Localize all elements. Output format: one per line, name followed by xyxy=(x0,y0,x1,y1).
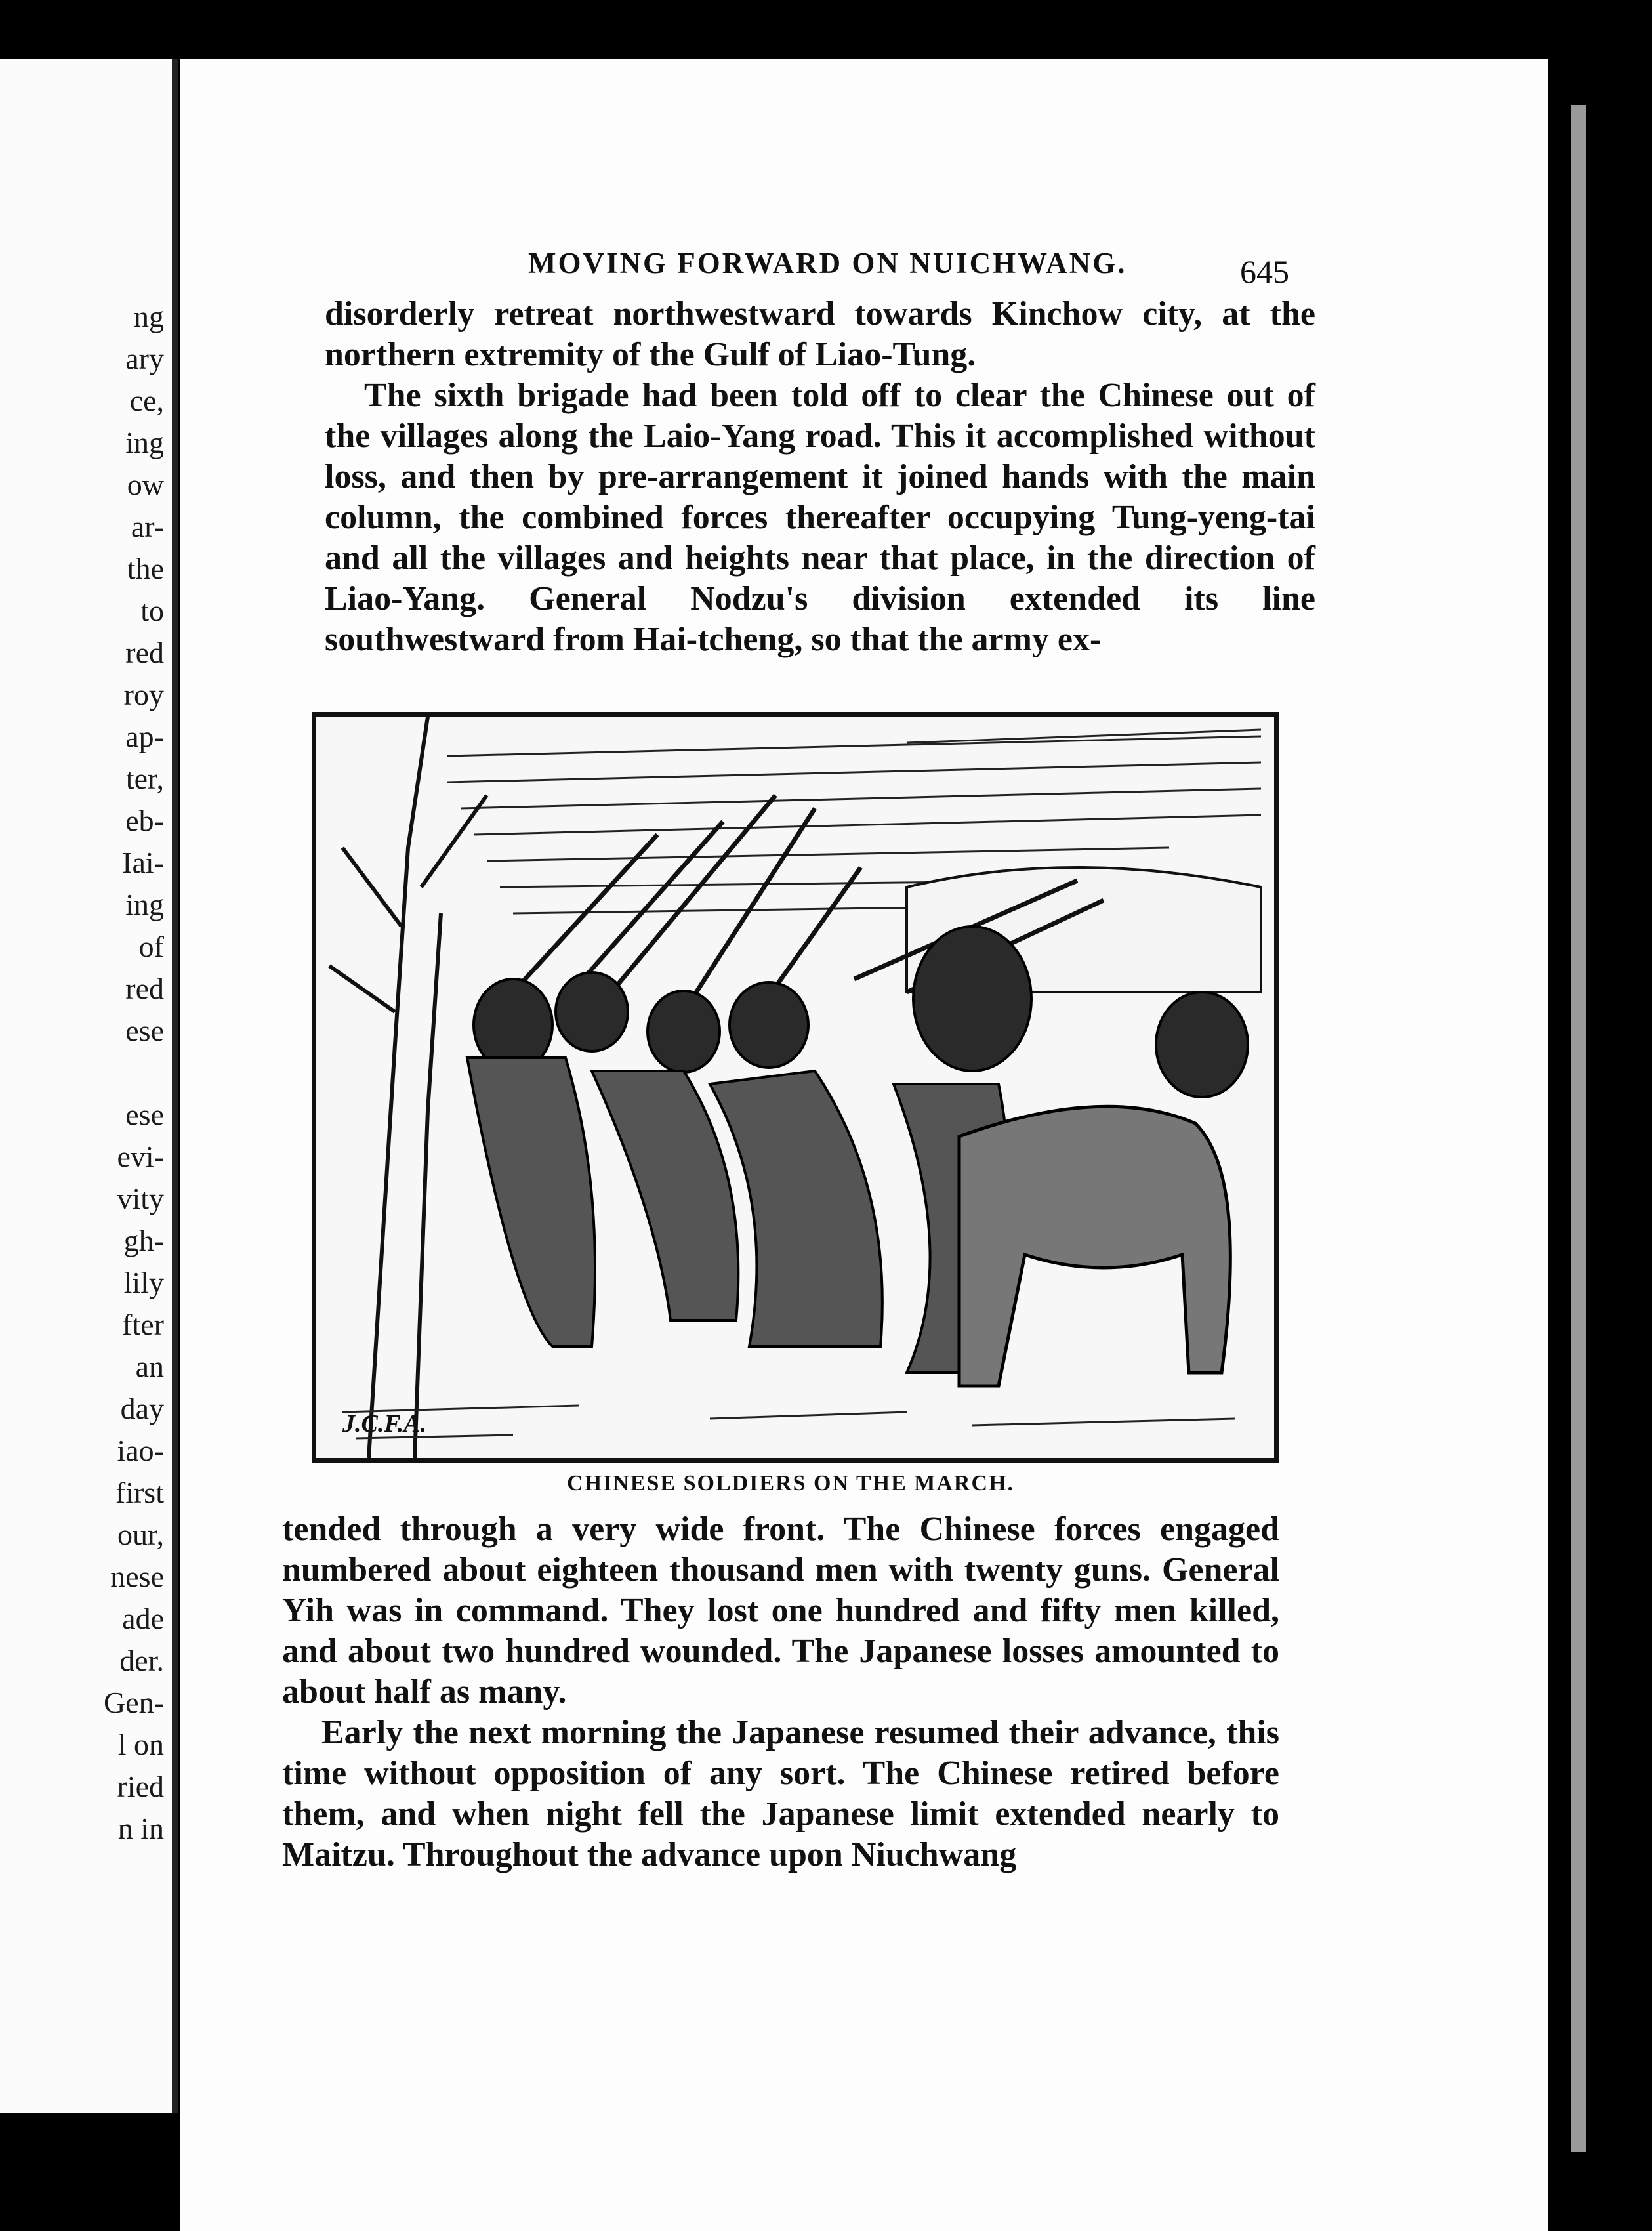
page-edge xyxy=(1548,85,1568,2165)
left-page-fragment: ap- xyxy=(125,720,164,753)
left-page-fragment: ng xyxy=(134,300,164,333)
left-page-fragment: der. xyxy=(119,1644,164,1677)
left-page-fragment: ade xyxy=(122,1602,164,1635)
left-page-fragment: ese xyxy=(125,1014,164,1047)
left-page-fragment: our, xyxy=(117,1518,164,1551)
body-text-top xyxy=(325,294,1315,660)
running-head: MOVING FORWARD ON NUICHWANG. xyxy=(528,247,1127,280)
left-page-fragment: ese xyxy=(125,1098,164,1131)
illustration xyxy=(312,712,1279,1463)
left-page-fragment: vity xyxy=(117,1182,164,1215)
left-page-fragment: ing xyxy=(125,888,164,921)
left-page-fragment: gh- xyxy=(123,1224,164,1257)
book-cover-edge xyxy=(1588,85,1652,2165)
left-page-fragment: roy xyxy=(123,678,164,711)
left-page-fragment: eb- xyxy=(125,804,164,837)
left-page-fragment: ary xyxy=(125,342,164,375)
figure-caption: CHINESE SOLDIERS ON THE MARCH. xyxy=(567,1471,1014,1495)
page-edge-stack xyxy=(1571,105,1586,2152)
left-page-fragment: evi- xyxy=(117,1140,164,1173)
chinese-soldiers-engraving xyxy=(316,717,1274,1458)
paragraph: tended through a very wide front. The Chinese forces engaged numbered about eighteen thousand men with twenty guns. General Yih was in command. They lost one hundred and fifty men killed, and about two hundred wounded. The Japanese losses amounted to about half as many. xyxy=(282,1511,1279,1711)
previous-page-margin xyxy=(0,59,178,2113)
left-page-fragment: Gen- xyxy=(104,1686,164,1719)
left-page-fragment: an xyxy=(135,1350,164,1383)
body-text-bottom xyxy=(282,1509,1279,1875)
left-page-fragment: ow xyxy=(127,468,164,501)
left-page-fragment: ce, xyxy=(129,384,164,417)
paragraph: Early the next morning the Japanese resumed their advance, this time without opposition of any sort. The Chinese retired before them, and when night fell the Japanese limit extended nearly to Maitzu. Throughout the advance upon Niuchwang xyxy=(282,1714,1279,1873)
left-page-fragment: to xyxy=(140,594,164,627)
artist-signature: J.C.F.A. xyxy=(342,1410,427,1438)
left-page-fragment: n in xyxy=(117,1812,164,1845)
left-page-fragment: ing xyxy=(125,426,164,459)
left-page-fragment: red xyxy=(125,636,164,669)
left-page-fragment: the xyxy=(127,552,164,585)
left-page-fragment: first xyxy=(115,1476,164,1509)
paragraph: disorderly retreat northwestward towards Kinchow city, at the northern extremity of the Gulf of Liao-Tung. xyxy=(325,295,1315,373)
paragraph: The sixth brigade had been told off to clear the Chinese out of the villages along the Laio-Yang road. This it accomplished without loss, and then by pre-arrangement it joined hands with the main column, the combined forces thereafter occupying Tung-yeng-tai and all the villages and heights near that place, in the direction of Liao-Yang. General Nodzu's division extended its line southwestward from Hai-tcheng, so that the army ex- xyxy=(325,377,1315,658)
left-page-fragment: ried xyxy=(117,1770,164,1803)
left-page-fragment: of xyxy=(138,930,164,963)
left-page-fragment: ter, xyxy=(125,762,164,795)
left-page-fragment: l on xyxy=(117,1728,164,1761)
page-header xyxy=(341,177,1312,290)
page-number: 645 xyxy=(1240,253,1289,290)
left-page-fragment: nese xyxy=(110,1560,164,1593)
left-page-fragment: lily xyxy=(123,1266,164,1299)
left-page-fragment: ar- xyxy=(131,510,164,543)
left-page-fragment: red xyxy=(125,972,164,1005)
left-page-fragment: iao- xyxy=(117,1434,164,1467)
left-page-fragment: Iai- xyxy=(122,846,164,879)
left-page-fragment: fter xyxy=(122,1308,164,1341)
left-page-fragment: day xyxy=(120,1392,164,1425)
